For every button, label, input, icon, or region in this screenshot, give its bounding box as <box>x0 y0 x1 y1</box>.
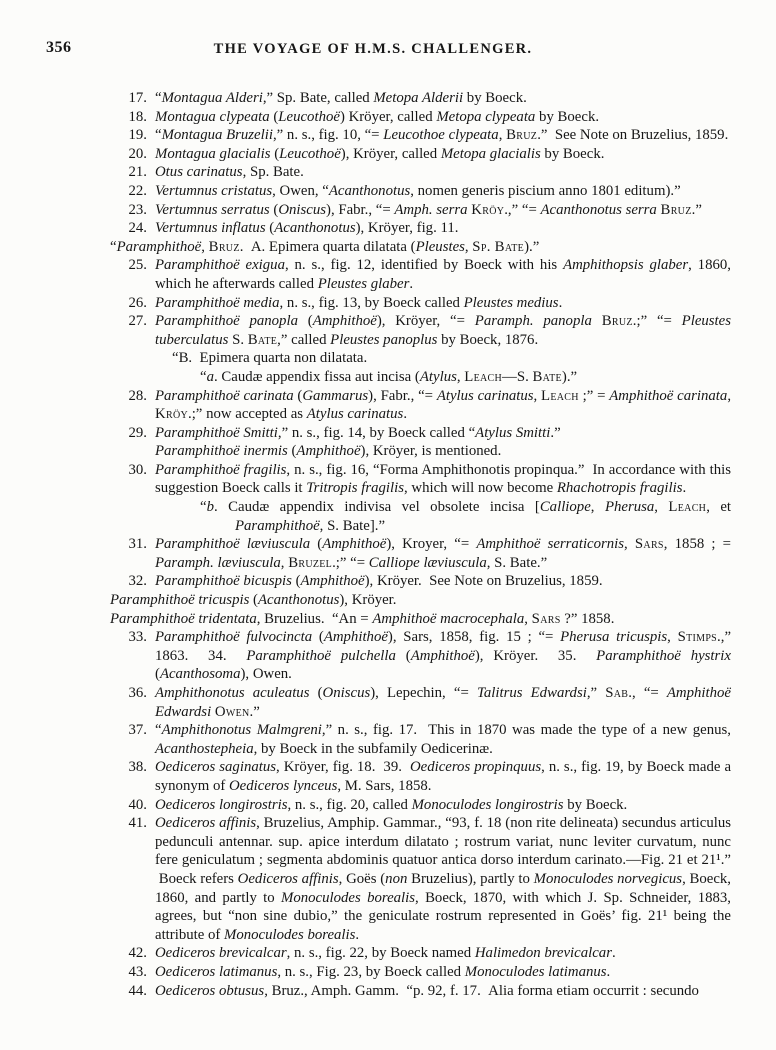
entry-text: “Montagua Bruzelii,” n. s., fig. 10, “= Leucothoe clypeata, Bruz.” See Note on Bruzelius, 1859. <box>155 127 729 144</box>
entry <box>110 982 731 1001</box>
entry-number: 33. <box>128 629 147 646</box>
entry-number: 37. <box>128 722 147 739</box>
entry-text: “b. Caudæ appendix indivisa vel obsolete incisa [Calliope, Pherusa, Leach, et Paramphithoë, S. Bate].” <box>200 499 732 534</box>
entry-number: 42. <box>128 945 147 962</box>
entry-number: 17. <box>128 90 147 106</box>
entry-number: 44. <box>128 982 147 999</box>
entry-text: Paramphithoë bicuspis (Amphithoë), Kröyer. See Note on Bruzelius, 1859. <box>155 573 603 590</box>
entry <box>110 126 731 145</box>
entry <box>110 572 731 591</box>
entry-text: “Paramphithoë, Bruz. A. Epimera quarta dilatata (Pleustes, Sp. Bate).” <box>110 238 540 255</box>
entry-text: Paramphithoë exigua, n. s., fig. 12, identified by Boeck with his Amphithopsis glaber, 1860, which he afterwards called Pleustes glaber. <box>155 257 731 292</box>
entry <box>110 89 731 108</box>
entry-text: Oediceros saginatus, Kröyer, fig. 18. 39. Oediceros propinquus, n. s., fig. 19, by Boeck made a synonym of Oediceros lynceus, M. Sars, 1858. <box>155 759 732 794</box>
entry <box>110 591 731 610</box>
entry-number: 31. <box>128 536 147 553</box>
entry-text: Paramphithoë læviuscula (Amphithoë), Kroyer, “= Amphithoë serraticornis, Sars, 1858 ; = Paramph. læviuscula, Bruzel.;” “= Calliope læviuscula, S. Bate.” <box>155 536 731 571</box>
entry <box>110 294 731 313</box>
header-title: THE VOYAGE OF H.M.S. CHALLENGER. <box>213 41 533 57</box>
entry <box>110 201 731 220</box>
entry <box>110 610 731 629</box>
entry-text: Montagua clypeata (Leucothoë) Kröyer, called Metopa clypeata by Boeck. <box>155 108 600 125</box>
entry-number: 20. <box>128 145 147 162</box>
entry <box>110 628 731 684</box>
entry <box>110 721 731 758</box>
entry-text: Vertumnus serratus (Oniscus), Fabr., “= Amph. serra Kröy.,” “= Acanthonotus serra Bruz.” <box>155 201 702 218</box>
entry-text: Oediceros longirostris, n. s., fig. 20, called Monoculodes longirostris by Boeck. <box>155 796 628 813</box>
entry-number: 41. <box>128 815 147 832</box>
entry-list <box>110 89 731 1000</box>
entry <box>110 498 731 535</box>
entry-text: Vertumnus cristatus, Owen, “Acanthonotus, nomen generis piscium anno 1801 editum).” <box>155 182 681 199</box>
entry-text: Paramphithoë fragilis, n. s., fig. 16, “Forma Amphithonotis propinqua.” In accordance with this suggestion Boeck calls it Tritropis fragilis, which will now become Rhachotropis fragilis. <box>155 461 731 497</box>
entry <box>110 238 731 257</box>
entry-text: Paramphithoë tridentata, Bruzelius. “An = Amphithoë macrocephala, Sars ?” 1858. <box>110 610 615 627</box>
entry <box>110 349 731 368</box>
entry <box>110 368 731 387</box>
entry-number: 21. <box>128 164 147 181</box>
entry-number: 27. <box>128 313 147 330</box>
entry-text: Montagua glacialis (Leucothoë), Kröyer, called Metopa glacialis by Boeck. <box>155 145 605 162</box>
entry-number: 32. <box>128 573 147 590</box>
entry <box>110 256 731 293</box>
entry <box>110 963 731 982</box>
entry <box>110 182 731 201</box>
entry-text: “Montagua Alderi,” Sp. Bate, called Metopa Alderii by Boeck. <box>155 90 527 106</box>
entry <box>110 535 731 572</box>
entry-text: Oediceros obtusus, Bruz., Amph. Gamm. “p. 92, f. 17. Alia forma etiam occurrit : secundo <box>155 982 699 999</box>
entry <box>110 424 731 443</box>
entry <box>110 461 731 498</box>
entry <box>110 219 731 238</box>
entry-number: 19. <box>128 127 147 144</box>
entry-number: 28. <box>128 387 147 404</box>
entry-text: Paramphithoë inermis (Amphithoë), Kröyer, is mentioned. <box>155 443 502 460</box>
entry-number: 24. <box>128 220 147 237</box>
entry-text: “a. Caudæ appendix fissa aut incisa (Atylus, Leach—S. Bate).” <box>200 368 578 385</box>
entry <box>110 442 731 461</box>
entry-text: Oediceros affinis, Bruzelius, Amphip. Gammar., “93, f. 18 (non rite delineata) secundus articulus pedunculi antennar. sup. apice interdum dilatato ; rostrum variat, nunc leviter curvatum, nunc fere geniculatum ; segmenta abdominis quatuor antica dorso interdum carinato.—Fig. 21 et 21¹.” Boeck refers Oediceros affinis, Goës (non Bruzelius), partly to Monoculodes norvegicus, Boeck, 1860, and partly to Monoculodes borealis, Boeck, 1870, with which J. Sp. Schneider, 1883, agrees, but “non sine dubio,” the geniculate rostrum represented in Goës’ fig. 21¹ being the attribute of Monoculodes borealis. <box>155 815 732 943</box>
entry <box>110 312 731 349</box>
entry-number: 36. <box>128 685 147 701</box>
entry <box>110 814 731 944</box>
entry-text: “B. Epimera quarta non dilatata. <box>172 350 368 367</box>
entry-number: 38. <box>128 759 147 776</box>
entry <box>110 944 731 963</box>
entry <box>110 163 731 182</box>
entry <box>110 796 731 815</box>
entry <box>110 145 731 164</box>
entry-text: Paramphithoë Smitti,” n. s., fig. 14, by Boeck called “Atylus Smitti.” <box>155 424 561 441</box>
entry-text: Vertumnus inflatus (Acanthonotus), Kröyer, fig. 11. <box>155 220 459 237</box>
entry <box>110 108 731 127</box>
entry-text: Paramphithoë fulvocincta (Amphithoë), Sars, 1858, fig. 15 ; “= Pherusa tricuspis, Stimps.,” 1863. 34. Paramphithoë pulchella (Amphithoë), Kröyer. 35. Paramphithoë hystrix (Acanthosoma), Owen. <box>155 629 732 683</box>
entry-text: Otus carinatus, Sp. Bate. <box>155 164 304 181</box>
entry-text: “Amphithonotus Malmgreni,” n. s., fig. 17. This in 1870 was made the type of a new genus, Acanthostepheia, by Boeck in the subfamily Oedicerinæ. <box>155 722 732 757</box>
entry-number: 23. <box>128 201 147 218</box>
entry-number: 22. <box>128 182 147 199</box>
entry-text: Paramphithoë carinata (Gammarus), Fabr., “= Atylus carinatus, Leach ;” = Amphithoë carinata, Kröy.;” now accepted as Atylus carinatus. <box>155 387 732 423</box>
page-number: 356 <box>46 39 72 56</box>
entry-number: 40. <box>128 796 147 813</box>
entry-text: Oediceros latimanus, n. s., Fig. 23, by Boeck called Monoculodes latimanus. <box>155 963 611 980</box>
entry-number: 29. <box>128 424 147 441</box>
entry-number: 43. <box>128 963 147 980</box>
entry <box>110 684 731 721</box>
entry-text: Paramphithoë panopla (Amphithoë), Kröyer, “= Paramph. panopla Bruz.;” “= Pleustes tuberculatus S. Bate,” called Pleustes panoplus by Boeck, 1876. <box>155 313 731 348</box>
entry <box>110 387 731 424</box>
entry <box>110 758 731 795</box>
entry-text: Amphithonotus aculeatus (Oniscus), Lepechin, “= Talitrus Edwardsi,” Sab., “= Amphithoë Edwardsi Owen.” <box>155 685 731 720</box>
entry-number: 30. <box>128 461 147 478</box>
entry-number: 26. <box>128 294 147 311</box>
entry-text: Oediceros brevicalcar, n. s., fig. 22, by Boeck named Halimedon brevicalcar. <box>155 945 616 962</box>
entry-text: Paramphithoë media, n. s., fig. 13, by Boeck called Pleustes medius. <box>155 294 563 311</box>
entry-text: Paramphithoë tricuspis (Acanthonotus), Kröyer. <box>110 592 397 609</box>
entry-number: 18. <box>128 108 147 125</box>
entry-number: 25. <box>128 257 147 274</box>
